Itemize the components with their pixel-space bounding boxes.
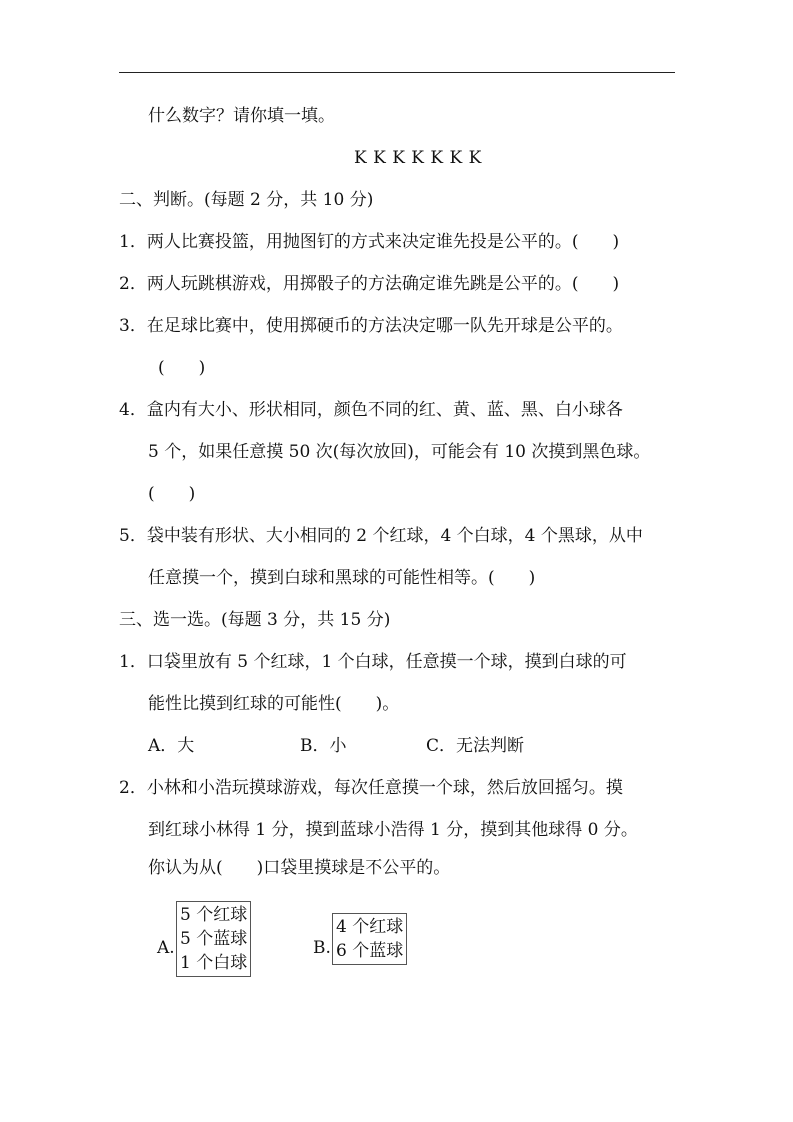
judge-q4-line1: 4．盒内有大小、形状相同，颜色不同的红、黄、蓝、黑、白小球各: [119, 400, 623, 420]
section-2-title: 二、判断。(每题 2 分，共 10 分): [119, 190, 374, 210]
choice-q1-option-c: C．无法判断: [426, 736, 525, 756]
choice-q2-option-a-box: [176, 901, 251, 977]
choice-q2-line3: 你认为从( )口袋里摸球是不公平的。: [148, 858, 451, 878]
judge-q5-line2: 任意摸一个，摸到白球和黑球的可能性相等。( ): [148, 568, 536, 588]
judge-q3-answer-blank: ( ): [158, 358, 206, 378]
choice-q2-option-b-box: [332, 913, 407, 965]
judge-q3: 3．在足球比赛中，使用掷硬币的方法决定哪一队先开球是公平的。: [119, 316, 623, 336]
choice-q2-option-b-label: B.: [313, 938, 331, 958]
option-a-line: 5 个红球: [180, 905, 248, 925]
judge-q4-line2: 5 个，如果任意摸 50 次(每次放回)，可能会有 10 次摸到黑色球。: [148, 442, 651, 462]
choice-q1-line1: 1．口袋里放有 5 个红球，1 个白球，任意摸一个球，摸到白球的可: [119, 652, 627, 672]
intro-text: 什么数字？请你填一填。: [148, 106, 335, 126]
section-3-title: 三、选一选。(每题 3 分，共 15 分): [119, 610, 391, 630]
judge-q2: 2．两人玩跳棋游戏，用掷骰子的方法确定谁先跳是公平的。( ): [119, 274, 620, 294]
judge-q1: 1．两人比赛投篮，用抛图钉的方式来决定谁先投是公平的。( ): [119, 232, 620, 252]
header-rule: [119, 72, 675, 73]
choice-q2-line2: 到红球小林得 1 分，摸到蓝球小浩得 1 分，摸到其他球得 0 分。: [148, 820, 638, 840]
choice-q1-option-b: B．小: [300, 736, 347, 756]
option-b-line: 4 个红球: [336, 917, 404, 937]
choice-q2-line1: 2．小林和小浩玩摸球游戏，每次任意摸一个球，然后放回摇匀。摸: [119, 778, 623, 798]
letter-sequence: K K K K K K K: [354, 148, 482, 168]
choice-q1-option-a: A．大: [148, 736, 195, 756]
judge-q4-answer-blank: ( ): [148, 484, 196, 504]
choice-q1-line2: 能性比摸到红球的可能性( )。: [148, 694, 400, 714]
option-a-line: 1 个白球: [180, 953, 248, 973]
choice-q2-option-a-label: A.: [157, 938, 175, 958]
judge-q5-line1: 5．袋中装有形状、大小相同的 2 个红球，4 个白球，4 个黑球，从中: [119, 526, 643, 546]
option-b-line: 6 个蓝球: [336, 941, 404, 961]
option-a-line: 5 个蓝球: [180, 929, 248, 949]
